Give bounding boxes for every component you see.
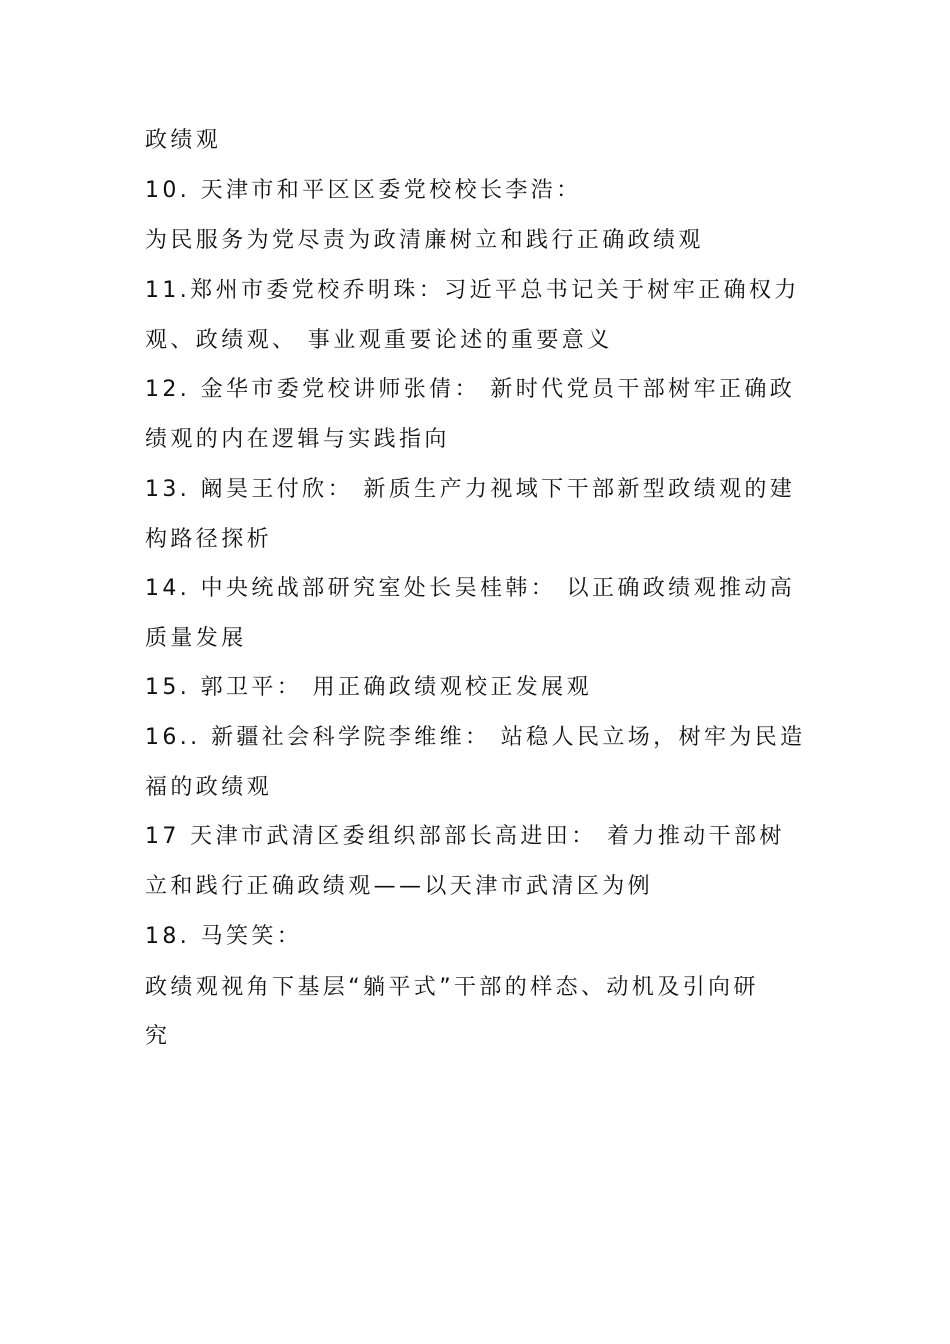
item-16-title: 16.. 新疆社会科学院李维维： 站稳人民立场，树牢为民造	[145, 725, 806, 750]
item-18-text: 政绩观视角下基层“躺平式”干部的样态、动机及引向研	[145, 975, 759, 1000]
item-10-title: 10. 天津市和平区区委党校校长李浩：	[145, 178, 582, 203]
item-15-title: 15. 郭卫平： 用正确政绩观校正发展观	[145, 675, 592, 700]
item-10-text: 为民服务为党尽责为政清廉树立和践行正确政绩观	[145, 228, 704, 253]
item-18-title: 18. 马笑笑：	[145, 924, 303, 949]
item-11-text: 观、政绩观、 事业观重要论述的重要意义	[145, 328, 613, 353]
item-14-title: 14. 中央统战部研究室处长吴桂韩： 以正确政绩观推动高	[145, 576, 796, 601]
text-line: 政绩观	[145, 128, 222, 153]
item-13-title: 13. 阚昊王付欣： 新质生产力视域下干部新型政绩观的建	[145, 477, 796, 502]
item-17-title: 17 天津市武清区委组织部部长高进田： 着力推动干部树	[145, 824, 785, 849]
item-14-text: 质量发展	[145, 626, 247, 651]
item-17-text: 立和践行正确政绩观——以天津市武清区为例	[145, 874, 654, 899]
item-18-text-cont: 究	[145, 1024, 171, 1049]
item-12-title: 12. 金华市委党校讲师张倩： 新时代党员干部树牢正确政	[145, 377, 796, 402]
item-16-text: 福的政绩观	[145, 775, 273, 800]
item-11-title: 11.郑州市委党校乔明珠：习近平总书记关于树牢正确权力	[145, 278, 800, 303]
item-12-text: 绩观的内在逻辑与实践指向	[145, 427, 450, 452]
item-13-text: 构路径探析	[145, 527, 273, 552]
